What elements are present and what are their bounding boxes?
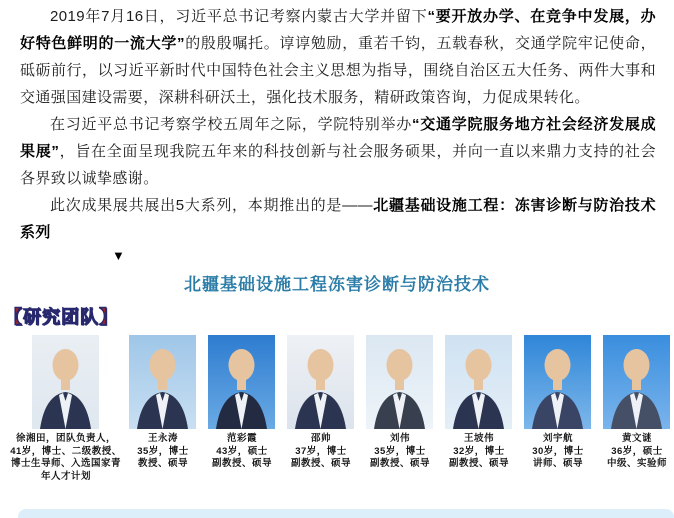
team-member — [287, 335, 354, 483]
member-info-line: 41岁，博士、二级教授、 — [10, 445, 122, 457]
member-info-line: 43岁，硕士 — [216, 445, 268, 457]
paragraph-bold-text: “要开放办学、在竞争中发展，办好特色鲜明的一流大学” — [20, 8, 656, 52]
section-title: 北疆基础设施工程冻害诊断与防治技术 — [184, 275, 490, 294]
member-info-line: 年人才计划 — [40, 470, 91, 482]
member-info-line: 32岁，博士 — [453, 445, 505, 457]
member-caption — [591, 433, 674, 471]
paragraph-1 — [20, 3, 656, 111]
member-name-line: 邵帅 — [310, 433, 331, 444]
paragraph-text: 的殷殷嘱托。谆谆勉励，重若千钧，五载春秋，交通学院牢记使命，砥砺前行，以习近平新时代中国特色社会主义思想为指导，围绕自治区五大任务、两件大事和交通强国建设需要，深耕科研沃土，强化技术服务，精研政策咨询，力促成果转化。 — [20, 35, 656, 106]
team-member — [10, 335, 122, 483]
member-info-line: 中级、实验师 — [606, 458, 667, 469]
team-member — [603, 335, 670, 483]
member-info-line: 37岁，博士 — [295, 445, 347, 457]
paragraph-2 — [20, 111, 656, 192]
portrait-photo — [445, 335, 512, 429]
paragraph-3 — [20, 192, 656, 246]
member-info-line: 教授、硕导 — [137, 458, 188, 469]
member-name-line: 王坡伟 — [463, 433, 494, 444]
member-info-line: 副教授、硕导 — [211, 458, 272, 469]
portrait-photo — [366, 335, 433, 429]
portrait-photo — [287, 335, 354, 429]
paragraph-bold-text: “交通学院服务地方社会经济发展成果展” — [20, 116, 657, 160]
paragraph-bold-text: 北疆基础设施工程：冻害诊断与防治技术系列 — [20, 197, 657, 241]
member-info-line: 讲师、硕导 — [532, 458, 583, 469]
team-member — [366, 335, 433, 483]
article-body — [0, 0, 674, 246]
member-name-line: 刘伟 — [389, 433, 410, 444]
member-name-line: 黄文谜 — [621, 433, 652, 444]
portrait-photo — [524, 335, 591, 429]
member-name-line: 范彩霞 — [226, 433, 257, 444]
member-info-line: 30岁，博士 — [532, 445, 584, 457]
member-info-line: 35岁，博士 — [374, 445, 426, 457]
portrait-photo — [208, 335, 275, 429]
down-triangle-icon: ▼ — [112, 248, 125, 263]
person-silhouette-icon — [524, 335, 591, 429]
person-silhouette-icon — [445, 335, 512, 429]
member-info-line: 36岁，硕士 — [611, 445, 663, 457]
paragraph-text: 此次成果展共展出5大系列，本期推出的是—— — [50, 197, 373, 214]
team-member — [129, 335, 196, 483]
portrait-photo — [32, 335, 99, 429]
member-info-line: 35岁，博士 — [137, 445, 189, 457]
person-silhouette-icon — [32, 335, 99, 429]
member-info-line: 副教授、硕导 — [290, 458, 351, 469]
paragraph-text: 2019年7月16日，习近平总书记考察内蒙古大学并留下 — [50, 8, 428, 25]
member-info-line: 副教授、硕导 — [369, 458, 430, 469]
team-photos-row — [10, 335, 674, 483]
paragraph-text: ，旨在全面呈现我院五年来的科技创新与社会服务硕果，并向一直以来鼎力支持的社会各界致以诚挚感谢。 — [20, 143, 656, 187]
person-silhouette-icon — [129, 335, 196, 429]
team-member — [445, 335, 512, 483]
member-info-line: 博士生导师、入选国家青 — [10, 458, 121, 469]
next-section-strip — [18, 509, 674, 518]
team-section-header: 【研究团队】 — [4, 307, 118, 327]
team-member — [208, 335, 275, 483]
member-name-line: 徐湘田，团队负责人， — [15, 433, 116, 444]
member-info-line: 副教授、硕导 — [448, 458, 509, 469]
member-name-line: 刘宇航 — [542, 433, 573, 444]
member-name-line: 王永涛 — [147, 433, 178, 444]
member-caption — [0, 433, 136, 483]
person-silhouette-icon — [366, 335, 433, 429]
paragraph-text: 在习近平总书记考察学校五周年之际，学院特别举办 — [50, 116, 413, 133]
portrait-photo — [129, 335, 196, 429]
person-silhouette-icon — [208, 335, 275, 429]
person-silhouette-icon — [603, 335, 670, 429]
portrait-photo — [603, 335, 670, 429]
person-silhouette-icon — [287, 335, 354, 429]
team-member — [524, 335, 591, 483]
